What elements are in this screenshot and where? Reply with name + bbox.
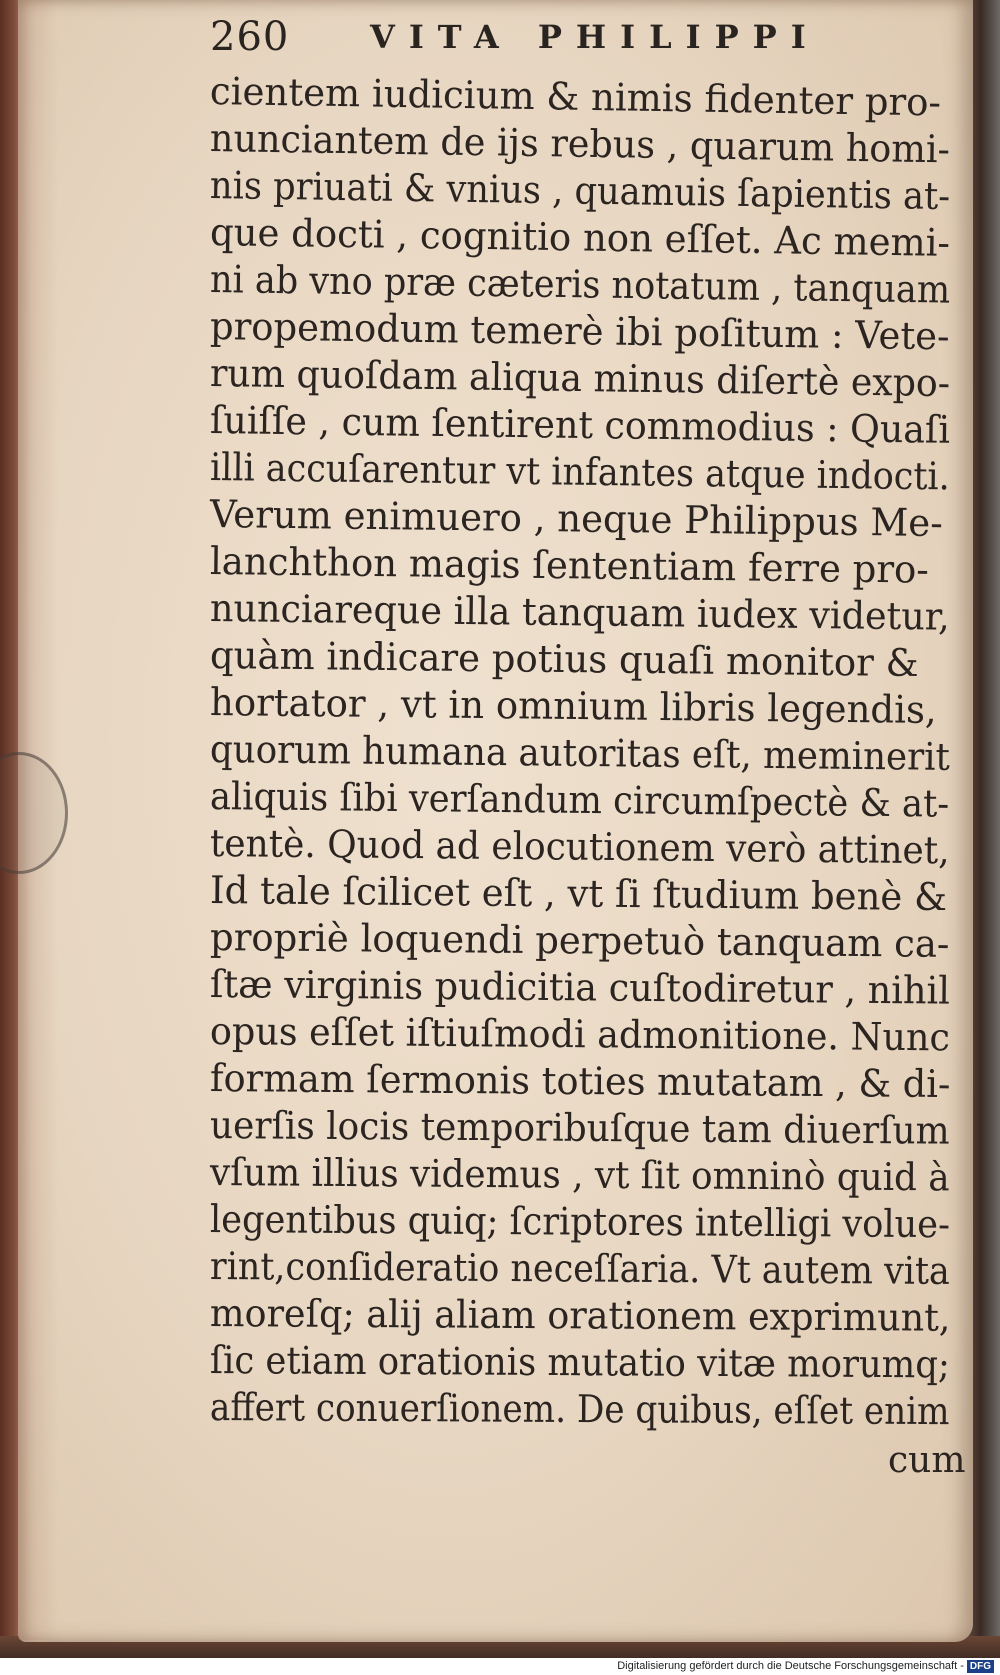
text-line: tentè. Quod ad elocutionem verò attinet, bbox=[209, 821, 950, 873]
text-line: aliquis ſibi verſandum circumſpectè & at- bbox=[209, 774, 950, 826]
text-line: moreſq; alij aliam orationem exprimunt, bbox=[209, 1291, 951, 1340]
dfg-logo: DFG bbox=[967, 1660, 994, 1673]
text-line: nunciantem de ijs rebus , quarum homi- bbox=[209, 116, 951, 172]
text-line: quorum humana autoritas eſt, meminerit bbox=[209, 727, 951, 779]
text-line: ſic etiam orationis mutatio vitæ morumq; bbox=[209, 1338, 950, 1387]
text-line: rum quoſdam aliqua minus diſertè expo- bbox=[209, 351, 951, 406]
text-line: nunciareque illa tanquam iudex videtur, bbox=[209, 586, 951, 639]
page-header bbox=[210, 14, 890, 74]
text-line: cientem iudicium & nimis fidenter pro- bbox=[209, 69, 942, 125]
digitization-credit bbox=[617, 1659, 994, 1673]
text-line: opus eſſet iſtiuſmodi admonitione. Nunc bbox=[209, 1009, 951, 1060]
text-line: formam ſermonis toties mutatam , & di- bbox=[209, 1056, 951, 1107]
text-line: quàm indicare potius quaſi monitor & bbox=[209, 633, 919, 686]
text-line: illi accuſarentur vt infantes atque indocti. bbox=[209, 445, 951, 499]
text-line: ſuiſſe , cum ſentirent commodius : Quaſi bbox=[209, 398, 951, 452]
credit-text: Digitalisierung gefördert durch die Deutsche Forschungsgemeinschaft - bbox=[617, 1660, 964, 1672]
text-line: hortator , vt in omnium libris legendis, bbox=[209, 680, 937, 732]
text-line: legentibus quiq; ſcriptores intelligi volue- bbox=[209, 1197, 951, 1247]
text-line: propemodum temerè ibi poſitum : Vete- bbox=[209, 304, 950, 359]
text-line: ſtæ virginis pudicitia cuſtodiretur , nihil bbox=[209, 962, 951, 1013]
running-title: VITA PHILIPPI bbox=[370, 18, 820, 56]
text-line: Verum enimuero , neque Philippus Me- bbox=[209, 492, 944, 546]
text-line: affert conuerſionem. De quibus, eſſet enim bbox=[209, 1385, 950, 1434]
text-line: uerſis locis temporibuſque tam diuerſum bbox=[209, 1103, 950, 1153]
text-line: rint,conſideratio neceſſaria. Vt autem vita bbox=[209, 1244, 950, 1293]
page-number: 260 bbox=[210, 14, 290, 60]
text-line: Id tale ſcilicet eſt , vt ſi ſtudium benè & bbox=[209, 868, 948, 920]
body-text bbox=[209, 68, 970, 1434]
text-line: propriè loquendi perpetuò tanquam ca- bbox=[209, 915, 950, 966]
text-line: vſum illius videmus , vt ſit omninò quid à bbox=[209, 1150, 950, 1200]
text-line: ni ab vno præ cæteris notatum , tanquam bbox=[209, 257, 951, 312]
text-line: que docti , cognitio non eſſet. Ac memi- bbox=[209, 210, 951, 265]
catchword: cum bbox=[888, 1440, 966, 1481]
text-line: lanchthon magis ſententiam ferre pro- bbox=[209, 539, 930, 592]
text-line: nis priuati & vnius , quamuis ſapientis at- bbox=[209, 163, 951, 219]
